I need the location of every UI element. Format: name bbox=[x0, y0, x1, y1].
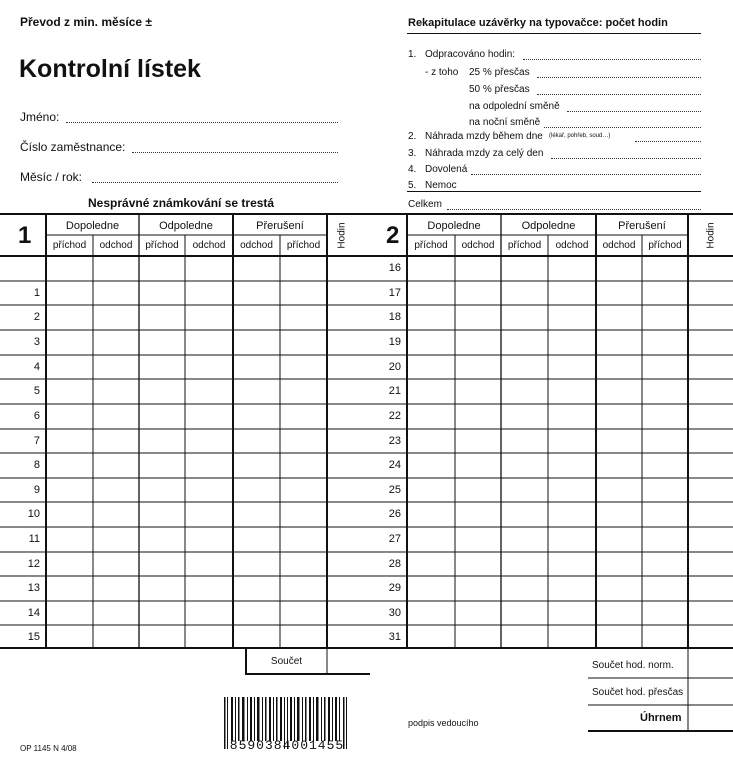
header-leave: odchod bbox=[240, 240, 273, 251]
day-number: 2 bbox=[33, 311, 40, 323]
day-number: 14 bbox=[27, 607, 40, 619]
day-number: 12 bbox=[27, 558, 40, 570]
recap-num-4: 4. bbox=[408, 164, 417, 175]
day-number: 25 bbox=[388, 484, 401, 496]
recap-overtime25-label: 25 % přesčas bbox=[469, 67, 530, 78]
header-morning-left: Dopoledne bbox=[65, 220, 120, 232]
day-number: 23 bbox=[388, 435, 401, 447]
header-morning-right: Dopoledne bbox=[427, 220, 481, 232]
recap-night-label: na noční směně bbox=[469, 117, 541, 128]
recap-worked-label: Odpracováno hodin: bbox=[425, 49, 516, 60]
header-leave: odchod bbox=[192, 240, 226, 251]
day-number: 17 bbox=[388, 287, 401, 299]
day-number: 29 bbox=[388, 582, 401, 594]
recap-num-2: 2. bbox=[408, 131, 417, 142]
day-number: 10 bbox=[27, 508, 40, 520]
page-title: Kontrolní lístek bbox=[19, 55, 201, 83]
day-number: 18 bbox=[388, 311, 401, 323]
header-break-right: Přerušení bbox=[618, 220, 666, 232]
day-number: 11 bbox=[28, 533, 40, 545]
header-arrive: příchod bbox=[507, 240, 542, 251]
warning-text: Nesprávné známkování se trestá bbox=[88, 196, 275, 210]
recap-compensation-note: (lékař, pohřeb, soud…) bbox=[549, 133, 611, 139]
recap-compensation-full-label: Náhrada mzdy za celý den bbox=[425, 148, 544, 159]
day-number: 6 bbox=[33, 410, 40, 422]
day-number: 27 bbox=[388, 533, 401, 545]
recap-num-1: 1. bbox=[408, 49, 417, 60]
signature-label: podpis vedoucího bbox=[408, 718, 479, 728]
header-leave: odchod bbox=[461, 240, 495, 251]
day-number: 21 bbox=[388, 385, 401, 397]
recap-overtime50-label: 50 % přesčas bbox=[469, 84, 530, 95]
recap-title: Rekapitulace uzávěrky na typovačce: počet hodin bbox=[408, 17, 668, 29]
header-break-left: Přerušení bbox=[256, 220, 304, 232]
day-number: 5 bbox=[33, 385, 40, 397]
day-number: 30 bbox=[388, 607, 401, 619]
recap-of-which-label: - z toho bbox=[425, 67, 459, 78]
day-number: 7 bbox=[33, 435, 40, 447]
transfer-label: Převod z min. měsíce ± bbox=[20, 15, 152, 29]
recap-num-5: 5. bbox=[408, 180, 417, 191]
recap-sickness-label: Nemoc bbox=[425, 180, 457, 191]
header-leave: odchod bbox=[602, 240, 636, 251]
sum-norm-label: Součet hod. norm. bbox=[592, 660, 674, 671]
day-number: 31 bbox=[388, 631, 401, 643]
day-number: 9 bbox=[33, 484, 40, 496]
recap-compensation-day-label: Náhrada mzdy během dne bbox=[425, 131, 543, 142]
day-number: 16 bbox=[388, 262, 401, 274]
day-number: 19 bbox=[388, 336, 401, 348]
sum-label: Součet bbox=[270, 656, 303, 667]
day-number: 1 bbox=[33, 287, 40, 299]
header-leave: odchod bbox=[555, 240, 589, 251]
form-code: OP 1145 N 4/08 bbox=[20, 744, 77, 753]
employee-number-label: Číslo zaměstnance: bbox=[20, 140, 126, 154]
header-arrive: příchod bbox=[52, 240, 87, 251]
recap-vacation-label: Dovolená bbox=[425, 164, 468, 175]
day-number: 24 bbox=[388, 459, 401, 471]
header-arrive: příchod bbox=[414, 240, 448, 251]
header-leave: odchod bbox=[99, 240, 133, 251]
day-number: 26 bbox=[388, 508, 401, 520]
barcode-number: 8590384001455 bbox=[229, 738, 345, 753]
name-label: Jméno: bbox=[20, 110, 60, 124]
day-number: 4 bbox=[33, 361, 40, 373]
day-number: 15 bbox=[27, 631, 40, 643]
recap-afternoon-label: na odpolední směně bbox=[469, 101, 560, 112]
header-arrive: příchod bbox=[145, 240, 179, 251]
grand-total-label: Úhrnem bbox=[640, 712, 682, 724]
header-afternoon-right: Odpoledne bbox=[521, 220, 576, 232]
month-year-label: Měsíc / rok: bbox=[20, 170, 83, 184]
recap-total-label: Celkem bbox=[408, 199, 442, 210]
recap-num-3: 3. bbox=[408, 148, 417, 159]
header-hours-left: Hodin bbox=[336, 222, 348, 249]
day-number: 28 bbox=[388, 558, 401, 570]
header-hours-right: Hodin bbox=[705, 222, 717, 249]
section-number-2: 2 bbox=[386, 222, 400, 249]
day-number: 13 bbox=[27, 582, 40, 594]
header-arrive: příchod bbox=[286, 240, 321, 251]
header-arrive: příchod bbox=[648, 240, 682, 251]
day-number: 20 bbox=[388, 361, 401, 373]
sum-overtime-label: Součet hod. přesčas bbox=[592, 687, 684, 698]
day-number: 22 bbox=[388, 410, 401, 422]
day-number: 3 bbox=[33, 336, 40, 348]
day-number: 8 bbox=[33, 459, 40, 471]
section-number-1: 1 bbox=[18, 222, 32, 249]
header-afternoon-left: Odpoledne bbox=[159, 220, 213, 232]
